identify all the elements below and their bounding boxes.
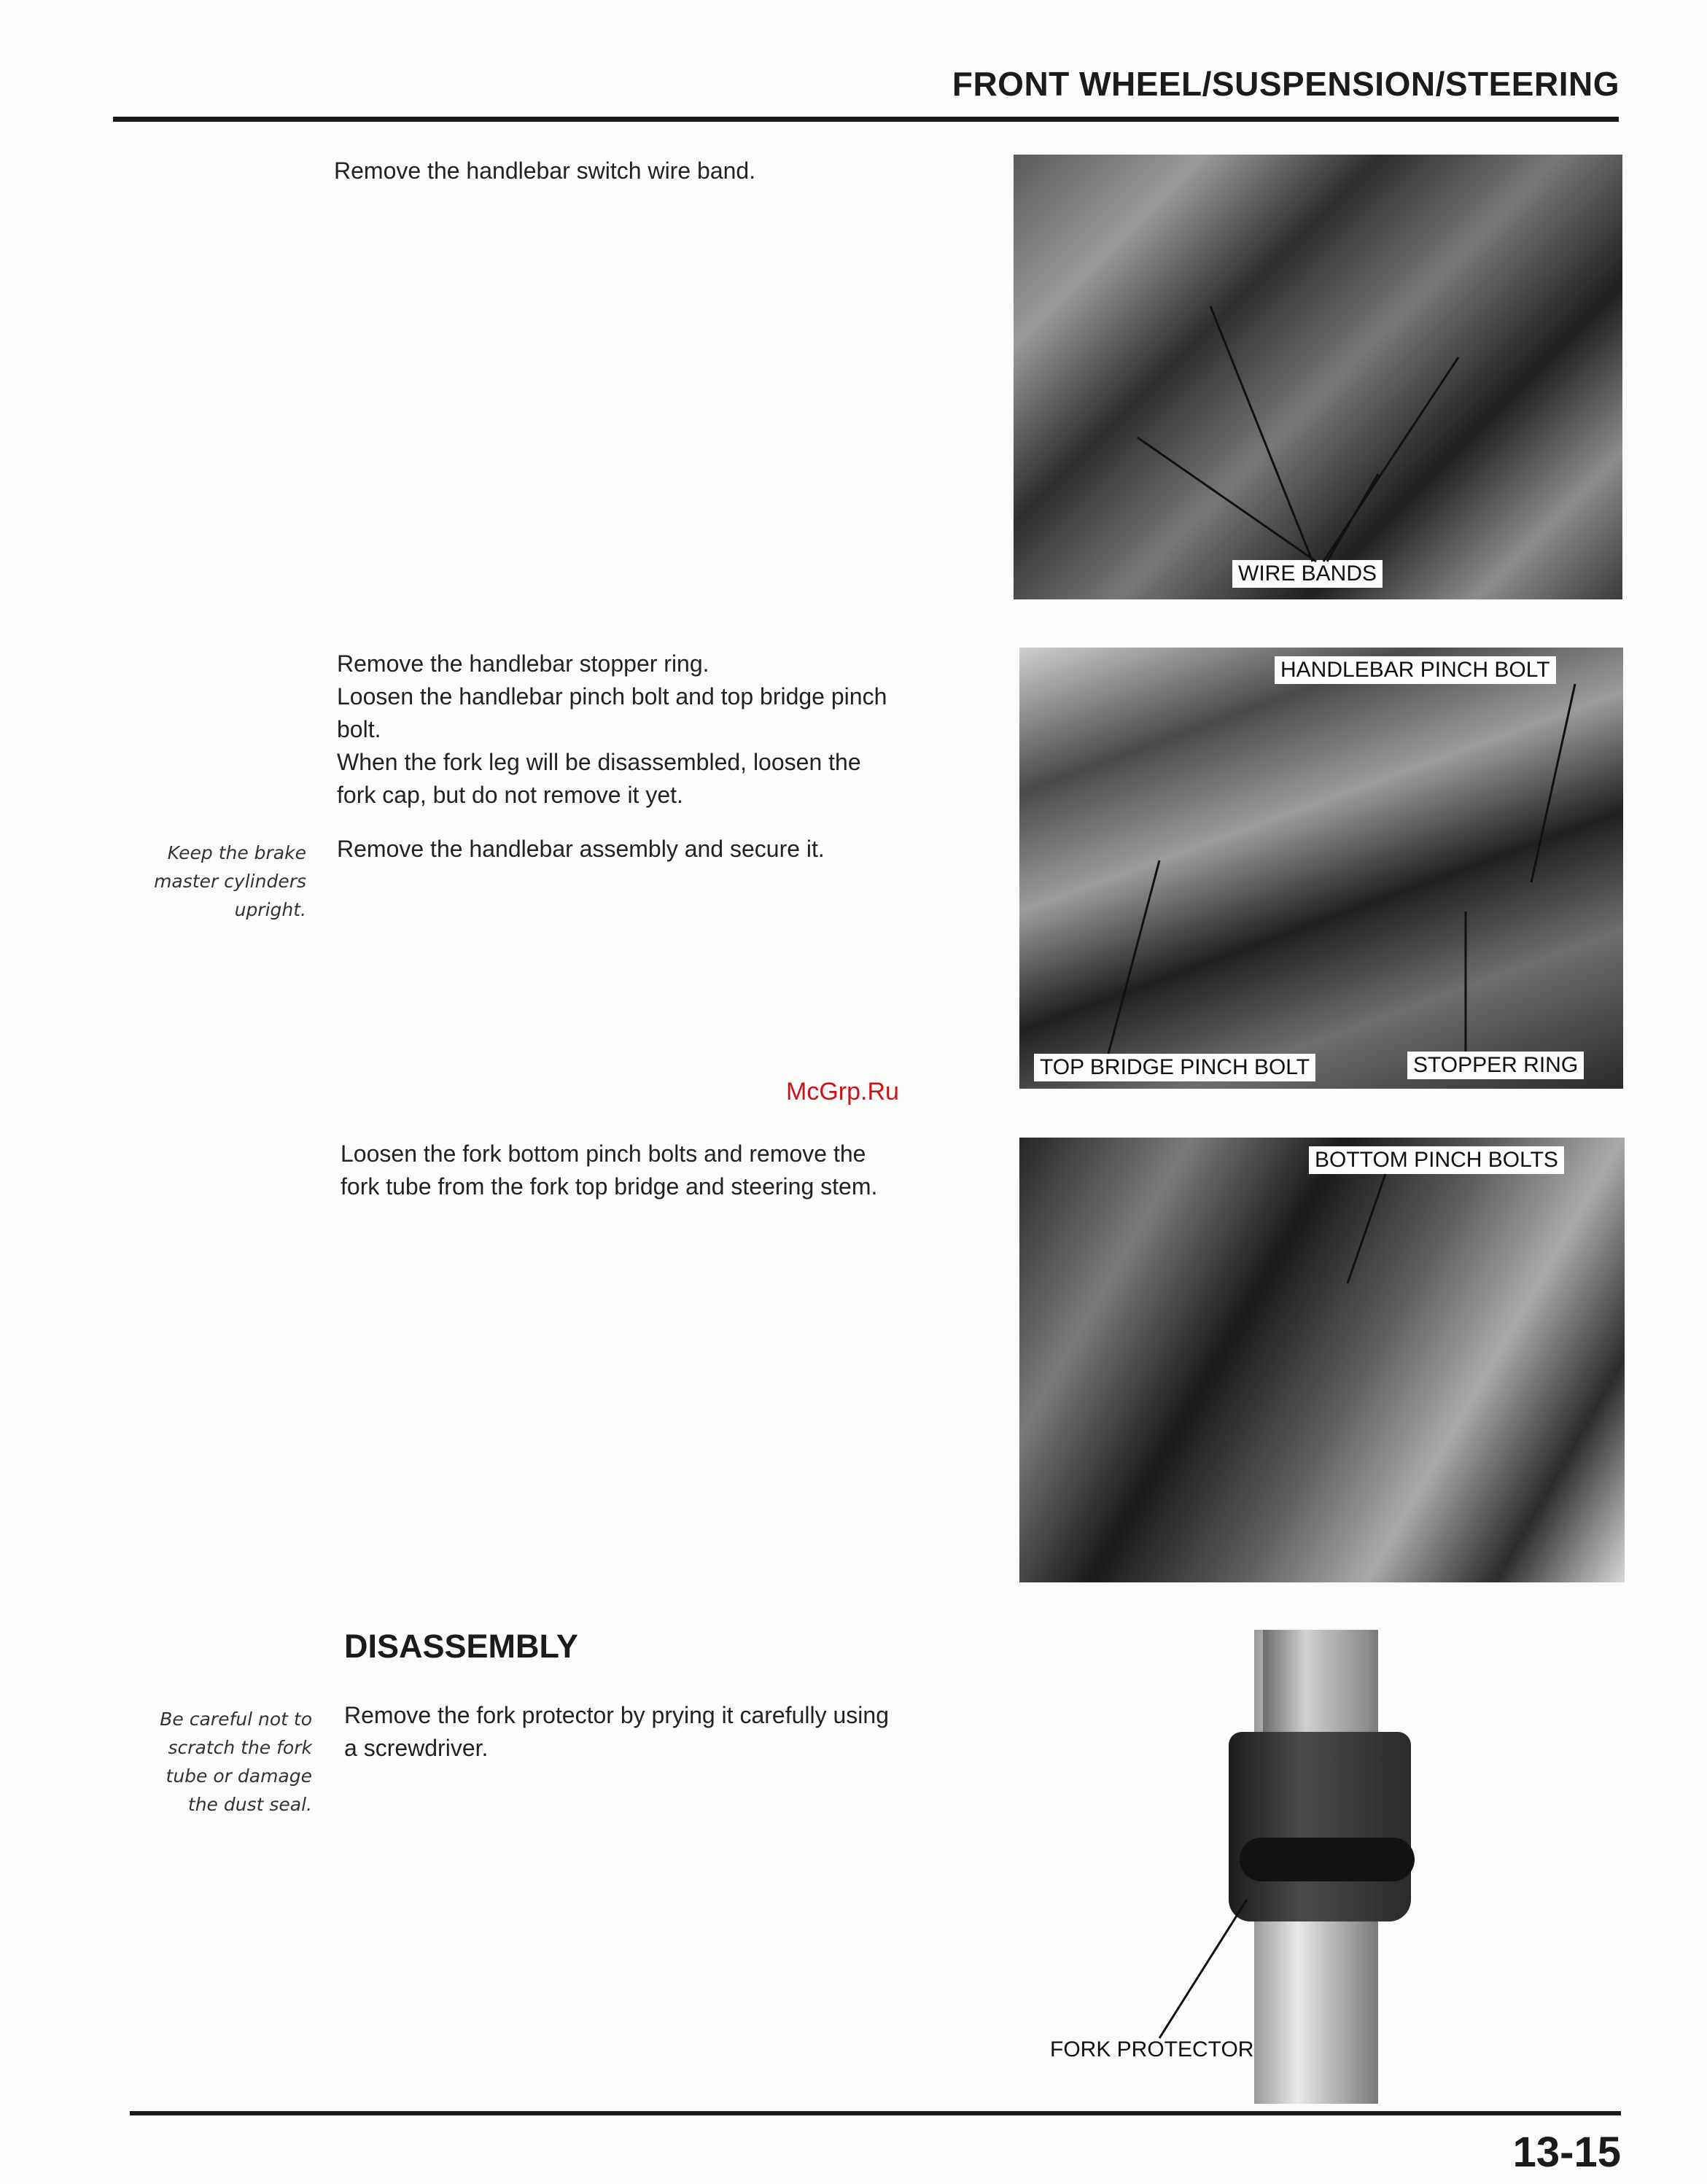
figure-label-handlebar-pinch-bolt: HANDLEBAR PINCH BOLT [1275,656,1556,684]
section-heading-disassembly: DISASSEMBLY [344,1628,578,1665]
step-text-5-line: Remove the fork protector by prying it carefully using [344,1702,889,1728]
step-text-2-line: Remove the handlebar stopper ring. [337,650,709,677]
figure-label-bottom-pinch-bolts: BOTTOM PINCH BOLTS [1309,1146,1564,1174]
step-text-1: Remove the handlebar switch wire band. [334,158,756,184]
figure-label-stopper-ring: STOPPER RING [1407,1052,1584,1079]
side-note-line: Keep the brake [167,842,306,863]
photo-handlebar-bolts [1019,648,1623,1089]
figure-label-wire-bands: WIRE BANDS [1232,560,1383,588]
side-note-line: the dust seal. [187,1794,312,1815]
figure-label-top-bridge-pinch-bolt: TOP BRIDGE PINCH BOLT [1034,1054,1315,1081]
step-text-2 [337,648,887,812]
figure-label-fork-protector: FORK PROTECTOR [1050,2037,1254,2061]
fork-protector-part [1229,1732,1411,1921]
header-divider [113,117,1619,122]
leader-fork-protector [1159,1900,1247,2038]
side-note-line: master cylinders [154,871,306,892]
page-header-title: FRONT WHEEL/SUSPENSION/STEERING [952,65,1619,103]
photo-bottom-pinch-bolts [1019,1138,1625,1582]
photo-wire-bands [1014,155,1622,599]
side-note-brake [124,839,306,924]
fork-upper-tube [1263,1630,1369,1739]
fork-dust-seal [1240,1838,1415,1881]
side-note-line: scratch the fork [168,1737,312,1758]
step-text-4-line: Loosen the fork bottom pinch bolts and remove the [341,1140,866,1167]
side-note-line: Be careful not to [160,1709,312,1730]
watermark: McGrp.Ru [786,1078,899,1105]
step-text-2-line: Loosen the handlebar pinch bolt and top bridge pinch [337,683,887,710]
footer-divider [130,2111,1621,2115]
step-text-3: Remove the handlebar assembly and secure it. [337,836,825,862]
step-text-2-line: fork cap, but do not remove it yet. [337,782,683,808]
step-text-2-line: When the fork leg will be disassembled, loosen the [337,749,861,775]
side-note-line: tube or damage [166,1765,312,1787]
side-note-careful [124,1705,312,1819]
step-text-2-line: bolt. [337,716,381,742]
step-text-4 [341,1138,877,1203]
step-text-5 [344,1699,889,1765]
step-text-4-line: fork tube from the fork top bridge and steering stem. [341,1173,878,1200]
step-text-5-line: a screwdriver. [344,1735,489,1761]
side-note-line: upright. [234,899,306,920]
page-number: 13-15 [1512,2129,1621,2176]
